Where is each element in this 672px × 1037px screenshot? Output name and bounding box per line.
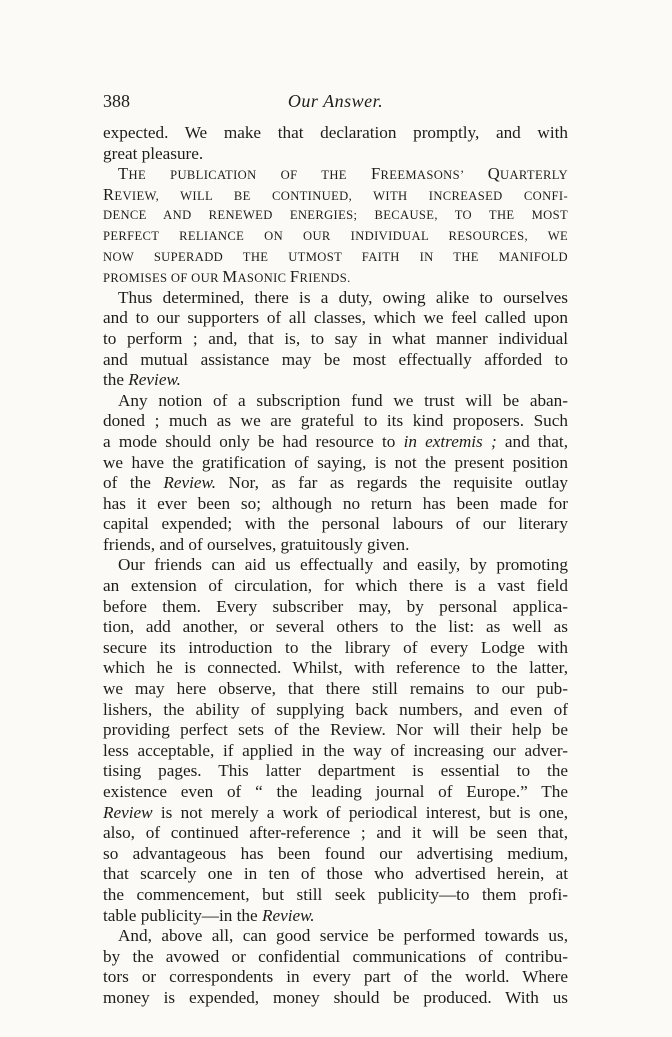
text-line: by the avowed or confidential communications of contribu- <box>103 946 568 966</box>
text-line: before them. Every subscriber may, by personal applica- <box>103 596 568 616</box>
text-line: existence even of “ the leading journal of Europe.” The <box>103 782 568 801</box>
text-line: and mutual assistance may be most effectually afforded to <box>103 349 568 369</box>
text-line: tion, add another, or several others to the list: as well as <box>103 617 568 637</box>
text-line: tors or correspondents in every part of the world. Where <box>103 967 568 987</box>
text-line: providing perfect sets of the Review. Nor will their help be <box>103 720 568 740</box>
text-line: has it ever been so; although no return has been made for <box>103 493 568 513</box>
text-line: Thus determined, there is a duty, owing alike to ourselves <box>118 287 568 307</box>
text-line: PROMISES OF OUR MASONIC FRIENDS. <box>103 267 351 287</box>
text-line: expected. We make that declaration promptly, and with <box>103 123 568 142</box>
text-line: NOW SUPERADD THE UTMOST FAITH IN THE MANIFOLD <box>103 249 568 264</box>
text-line: Review is not merely a work of periodical interest, but is one, <box>103 802 568 822</box>
text-line: And, above all, can good service be performed towards us, <box>118 926 568 946</box>
text-line: secure its introduction to the library of every Lodge with <box>103 637 568 657</box>
text-line: we have the gratification of saying, is not the present position <box>103 452 568 472</box>
text-line: money is expended, money should be produced. With us <box>103 987 568 1007</box>
text-line: also, of continued after-reference ; and it will be seen that, <box>103 823 568 843</box>
text-line: less acceptable, if applied in the way of increasing our adver- <box>103 740 568 760</box>
page-header <box>103 91 568 115</box>
text-line: a mode should only be had resource to in extremis ; and that, <box>103 431 569 451</box>
text-line: an extension of circulation, for which there is a vast field <box>103 576 568 596</box>
text-line: doned ; much as we are grateful to its kind proposers. Such <box>103 411 568 431</box>
text-line: Any notion of a subscription fund we trust will be aban- <box>118 390 568 410</box>
text-line: so advantageous has been found our advertising medium, <box>103 843 568 863</box>
text-line: PERFECT RELIANCE ON OUR INDIVIDUAL RESOURCES, WE <box>103 228 568 243</box>
text-line: DENCE AND RENEWED ENERGIES; BECAUSE, TO THE MOST <box>103 208 568 223</box>
text-line: that scarcely one in ten of those who advertised herein, at <box>103 864 568 884</box>
text-line: THE PUBLICATION OF THE FREEMASONS’ QUARTERLY <box>118 164 568 184</box>
text-line: friends, and of ourselves, gratuitously given. <box>103 534 410 554</box>
text-line: the commencement, but still seek publicity—to them profi- <box>103 884 568 904</box>
running-title: Our Answer. <box>287 91 384 111</box>
text-line: table publicity—in the Review. <box>103 905 315 925</box>
text-line: capital expended; with the personal labours of our literary <box>103 514 568 534</box>
text-line: we may here observe, that there still remains to our pub- <box>103 679 568 699</box>
text-line: of the Review. Nor, as far as regards the requisite outlay <box>103 473 568 493</box>
page-number: 388 <box>103 91 130 111</box>
body-text <box>103 123 568 1009</box>
text-line: lishers, the ability of supplying back numbers, and even of <box>103 699 568 719</box>
text-line: great pleasure. <box>103 143 204 163</box>
text-line: and to our supporters of all classes, which we feel called upon <box>103 308 568 328</box>
text-line: tising pages. This latter department is essential to the <box>103 761 568 781</box>
text-line: REVIEW, WILL BE CONTINUED, WITH INCREASED CONFI- <box>103 184 568 204</box>
text-line: to perform ; and, that is, to say in what manner individual <box>103 328 568 348</box>
text-line: Our friends can aid us effectually and easily, by promoting <box>118 555 568 575</box>
text-line: the Review. <box>103 370 181 390</box>
text-line: which he is connected. Whilst, with reference to the latter, <box>103 658 568 678</box>
